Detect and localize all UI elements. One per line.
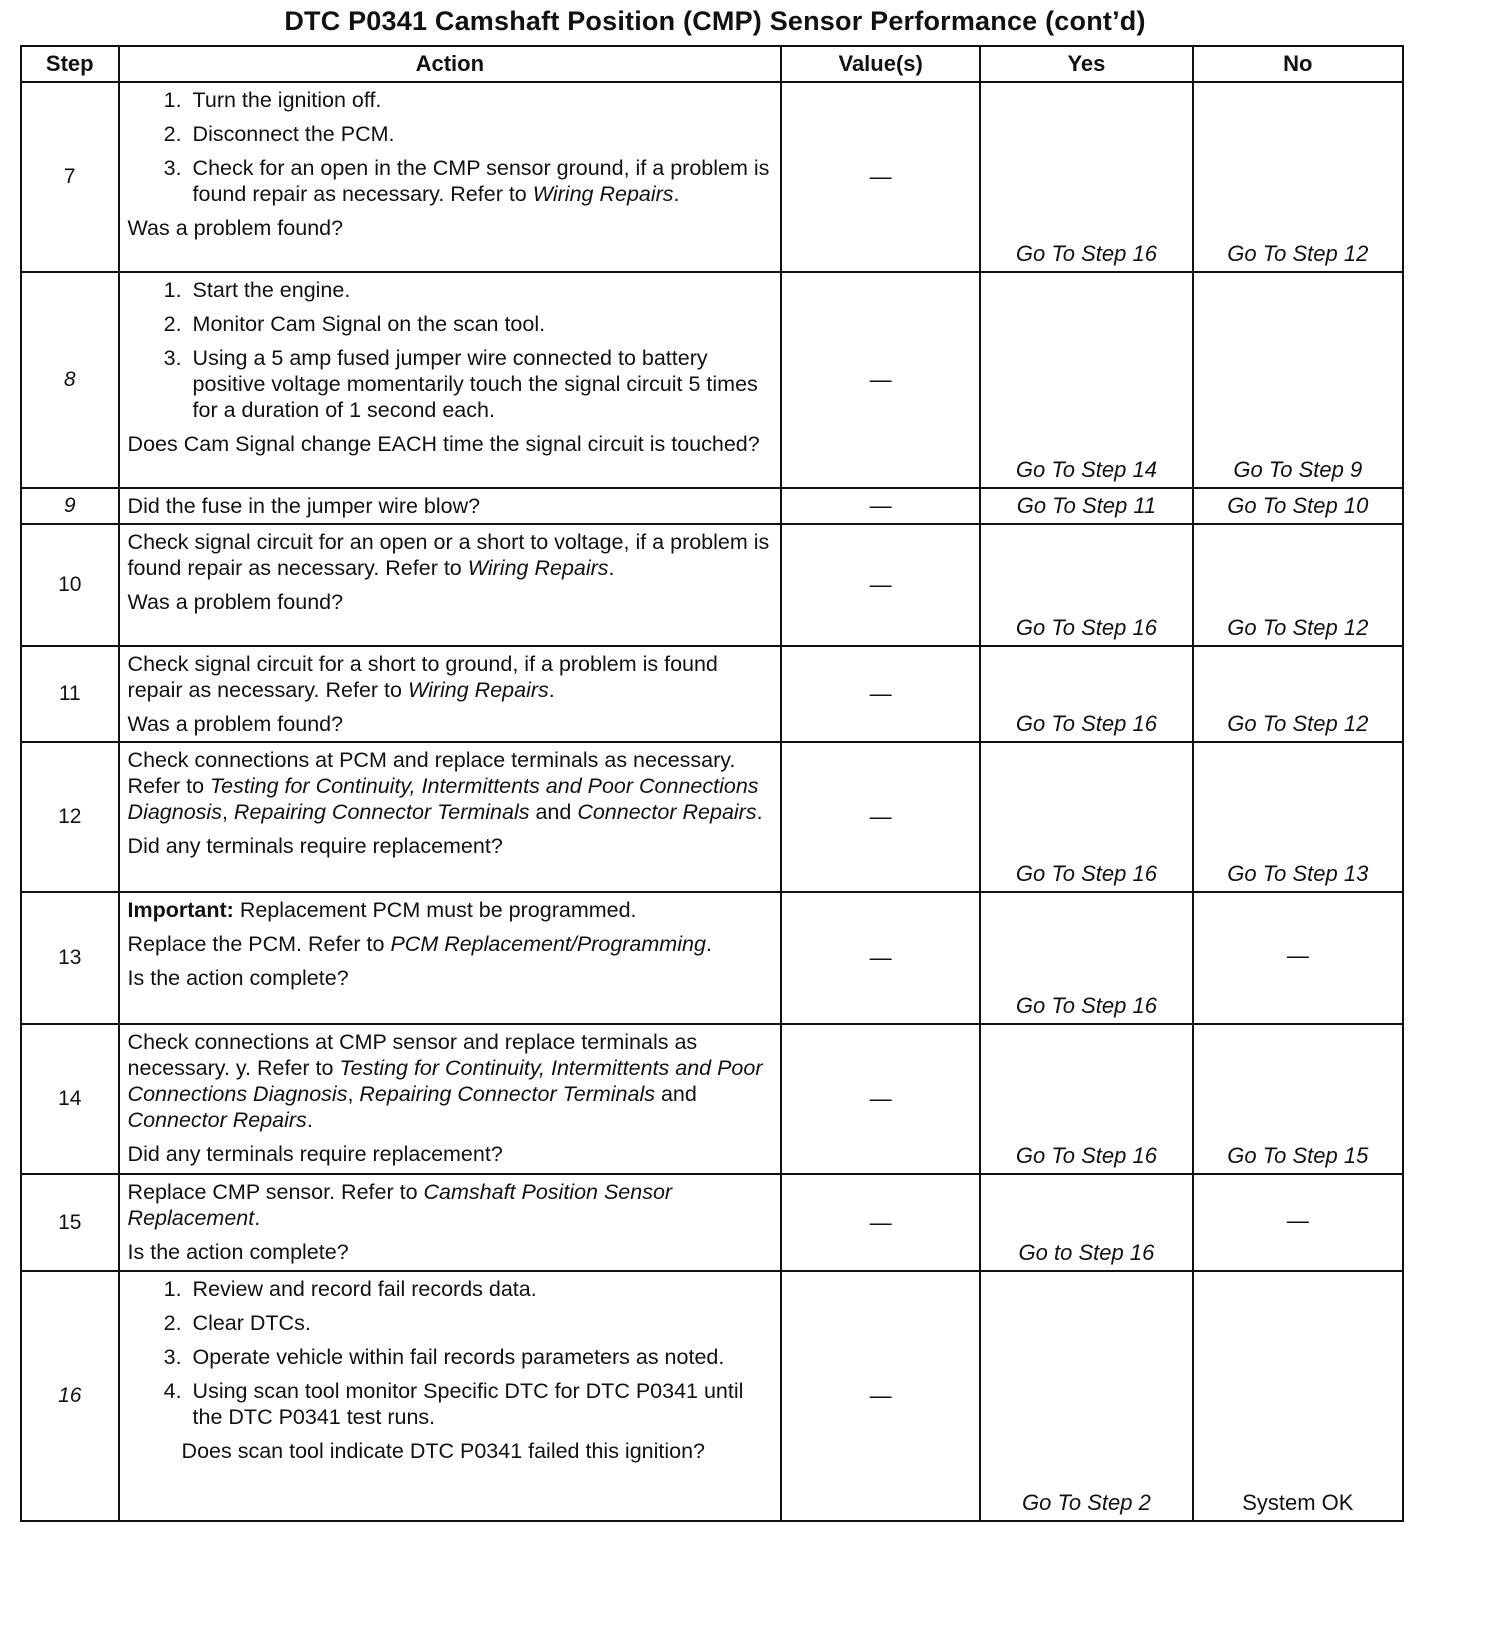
question: Does Cam Signal change EACH time the signal circuit is touched?: [127, 432, 760, 456]
table-row: [21, 524, 1403, 646]
action-cell: [119, 82, 782, 272]
question: Was a problem found?: [127, 216, 344, 240]
table-row: [21, 646, 1403, 742]
no-cell: Go To Step 15: [1193, 1024, 1403, 1174]
yes-cell: Go To Step 16: [980, 742, 1192, 892]
question: Was a problem found?: [127, 590, 344, 614]
no-cell: Go To Step 12: [1193, 524, 1403, 646]
yes-cell: Go To Step 2: [980, 1271, 1192, 1521]
step-number: 9: [21, 488, 119, 524]
important-note: Important: Replacement PCM must be programmed.: [127, 898, 637, 922]
step-number: 11: [21, 646, 119, 742]
yes-cell: Go To Step 16: [980, 524, 1192, 646]
diagnostic-table: [20, 45, 1404, 1522]
step-number: 14: [21, 1024, 119, 1174]
step-number: 12: [21, 742, 119, 892]
table-row: [21, 892, 1403, 1024]
list-item: 3. Check for an open in the CMP sensor ground, if a problem is found repair as necessary. Refer to Wiring Repairs.: [163, 156, 770, 206]
action-cell: [119, 646, 782, 742]
yes-cell: Go To Step 16: [980, 892, 1192, 1024]
no-cell: —: [1193, 1174, 1403, 1271]
action-cell: [119, 1271, 782, 1521]
header-row: [21, 46, 1403, 82]
header-values: Value(s): [781, 46, 980, 82]
question: Does scan tool indicate DTC P0341 failed this ignition?: [181, 1439, 706, 1463]
step-number: 16: [21, 1271, 119, 1521]
action-cell: [119, 272, 782, 488]
action-cell: [119, 892, 782, 1024]
list-item: 2. Clear DTCs.: [163, 1311, 311, 1335]
question: Is the action complete?: [127, 966, 349, 990]
action-text: Check connections at CMP sensor and replace terminals as necessary. y. Refer to Testing for Continuity, Intermittents and Poor Connections Diagnosis, Repairing Connector Terminals and Connector Repairs.: [127, 1030, 763, 1132]
value-cell: —: [781, 892, 980, 1024]
no-cell: Go To Step 10: [1193, 488, 1403, 524]
header-action: Action: [119, 46, 782, 82]
no-cell: Go To Step 13: [1193, 742, 1403, 892]
reference: Testing for Continuity, Intermittents and Poor Connections Diagnosis: [127, 1056, 763, 1106]
list-item: 1. Review and record fail records data.: [163, 1277, 537, 1301]
step-number: 7: [21, 82, 119, 272]
value-cell: —: [781, 1024, 980, 1174]
table-row: [21, 1174, 1403, 1271]
reference: Connector Repairs: [127, 1108, 307, 1132]
yes-cell: Go To Step 11: [980, 488, 1192, 524]
question: Did any terminals require replacement?: [127, 834, 503, 858]
page-title: DTC P0341 Camshaft Position (CMP) Sensor Performance (cont’d): [284, 6, 1146, 36]
reference: Wiring Repairs: [532, 182, 674, 206]
reference: Wiring Repairs: [407, 678, 549, 702]
action-cell: [119, 524, 782, 646]
action-text: Replace CMP sensor. Refer to Camshaft Position Sensor Replacement.: [127, 1180, 673, 1230]
action-cell: [119, 1024, 782, 1174]
action-text: Check connections at PCM and replace terminals as necessary. Refer to Testing for Continuity, Intermittents and Poor Connections Diagnosis, Repairing Connector Terminals and Connector Repairs.: [127, 748, 763, 824]
reference: PCM Replacement/Programming: [390, 932, 706, 956]
header-no: No: [1193, 46, 1403, 82]
value-cell: —: [781, 1271, 980, 1521]
list-item: 2. Disconnect the PCM.: [163, 122, 395, 146]
no-cell: —: [1193, 892, 1403, 1024]
value-cell: —: [781, 1174, 980, 1271]
list-item: 1. Start the engine.: [163, 278, 351, 302]
action-text: Replace the PCM. Refer to PCM Replacement/Programming.: [127, 932, 712, 956]
value-cell: —: [781, 742, 980, 892]
table-row: [21, 488, 1403, 524]
yes-cell: Go To Step 14: [980, 272, 1192, 488]
value-cell: —: [781, 524, 980, 646]
value-cell: —: [781, 646, 980, 742]
action-cell: [119, 488, 782, 524]
reference: Testing for Continuity, Intermittents and Poor Connections Diagnosis: [127, 774, 759, 824]
no-cell: Go To Step 12: [1193, 646, 1403, 742]
reference: Repairing Connector Terminals: [359, 1082, 655, 1106]
no-cell: Go To Step 12: [1193, 82, 1403, 272]
step-number: 8: [21, 272, 119, 488]
list-item: 3. Using a 5 amp fused jumper wire connected to battery positive voltage momentarily touch the signal circuit 5 times for a duration of 1 second each.: [163, 346, 758, 422]
value-cell: —: [781, 82, 980, 272]
table-row: [21, 1271, 1403, 1521]
header-step: Step: [21, 46, 119, 82]
action-cell: [119, 742, 782, 892]
reference: Wiring Repairs: [467, 556, 609, 580]
question: Is the action complete?: [127, 1240, 349, 1264]
action-cell: [119, 1174, 782, 1271]
value-cell: —: [781, 488, 980, 524]
no-cell: Go To Step 9: [1193, 272, 1403, 488]
yes-cell: Go To Step 16: [980, 82, 1192, 272]
list-item: 2. Monitor Cam Signal on the scan tool.: [163, 312, 546, 336]
table-row: [21, 1024, 1403, 1174]
list-item: 4. Using scan tool monitor Specific DTC for DTC P0341 until the DTC P0341 test runs.: [163, 1379, 744, 1429]
reference: Camshaft Position Sensor Replacement: [127, 1180, 673, 1230]
action-text: Check signal circuit for an open or a short to voltage, if a problem is found repair as necessary. Refer to Wiring Repairs.: [127, 530, 770, 580]
list-item: 3. Operate vehicle within fail records parameters as noted.: [163, 1345, 725, 1369]
action-text: Check signal circuit for a short to ground, if a problem is found repair as necessary. Refer to Wiring Repairs.: [127, 652, 718, 702]
table-row: [21, 272, 1403, 488]
yes-cell: Go to Step 16: [980, 1174, 1192, 1271]
table-row: [21, 82, 1403, 272]
header-yes: Yes: [980, 46, 1192, 82]
question: Was a problem found?: [127, 712, 344, 736]
step-number: 10: [21, 524, 119, 646]
question: Did any terminals require replacement?: [127, 1142, 503, 1166]
table-row: [21, 742, 1403, 892]
reference: Connector Repairs: [577, 800, 757, 824]
question: Did the fuse in the jumper wire blow?: [127, 494, 481, 518]
reference: Repairing Connector Terminals: [233, 800, 530, 824]
step-number: 13: [21, 892, 119, 1024]
step-number: 15: [21, 1174, 119, 1271]
yes-cell: Go To Step 16: [980, 1024, 1192, 1174]
list-item: 1. Turn the ignition off.: [163, 88, 382, 112]
no-cell: System OK: [1193, 1271, 1403, 1521]
yes-cell: Go To Step 16: [980, 646, 1192, 742]
value-cell: —: [781, 272, 980, 488]
